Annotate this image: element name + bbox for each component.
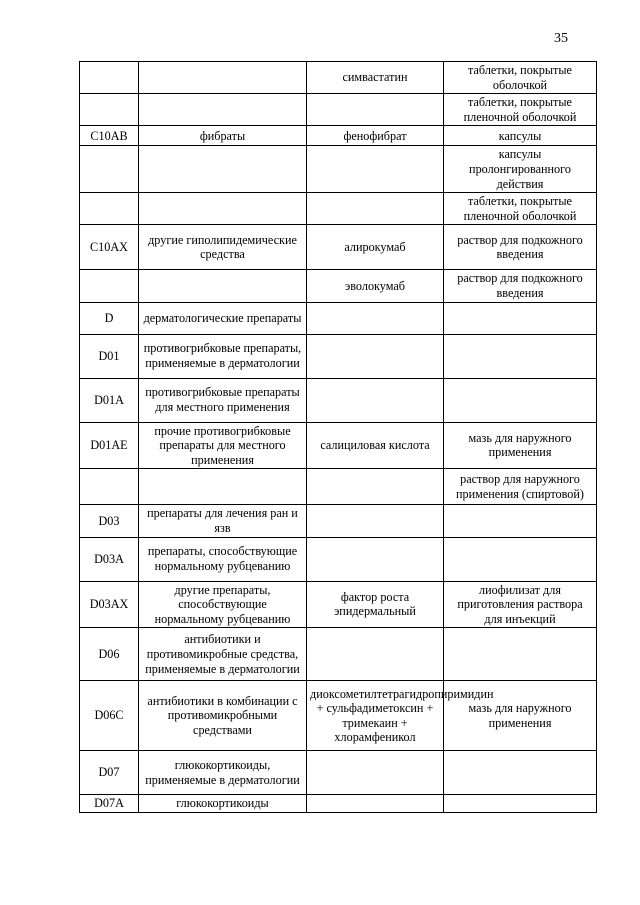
group-cell	[139, 469, 307, 505]
table-row	[80, 225, 597, 270]
atc-code-cell: D01	[80, 334, 139, 378]
drug-name-cell	[307, 795, 444, 813]
dosage-form-cell: мазь для наружного применения	[444, 422, 597, 469]
dosage-form-cell: мазь для наружного применения	[444, 681, 597, 751]
group-cell	[139, 62, 307, 94]
dosage-form-cell: капсулы	[444, 126, 597, 146]
group-cell: противогрибковые препараты, применяемые в дерматологии	[139, 334, 307, 378]
dosage-form-cell	[444, 795, 597, 813]
table-row	[80, 469, 597, 505]
dosage-form-cell	[444, 302, 597, 334]
group-cell	[139, 193, 307, 225]
group-cell: фибраты	[139, 126, 307, 146]
atc-code-cell: D07	[80, 751, 139, 795]
atc-code-cell: D07A	[80, 795, 139, 813]
group-cell: препараты для лечения ран и язв	[139, 505, 307, 537]
drug-name-cell	[307, 537, 444, 581]
drug-name-cell	[307, 378, 444, 422]
group-cell: препараты, способствующие нормальному рубцеванию	[139, 537, 307, 581]
atc-code-cell	[80, 146, 139, 193]
table-row	[80, 62, 597, 94]
group-cell: другие препараты, способствующие нормальному рубцеванию	[139, 581, 307, 628]
atc-code-cell	[80, 62, 139, 94]
drug-table	[79, 61, 597, 813]
drug-name-cell	[307, 94, 444, 126]
dosage-form-cell	[444, 378, 597, 422]
table-row	[80, 681, 597, 751]
drug-name-cell: алирокумаб	[307, 225, 444, 270]
group-cell: глюкокортикоиды, применяемые в дерматологии	[139, 751, 307, 795]
dosage-form-cell: таблетки, покрытые оболочкой	[444, 62, 597, 94]
dosage-form-cell: раствор для подкожного введения	[444, 270, 597, 302]
table-row	[80, 795, 597, 813]
atc-code-cell	[80, 193, 139, 225]
atc-code-cell: D03	[80, 505, 139, 537]
table-row	[80, 378, 597, 422]
drug-name-cell	[307, 302, 444, 334]
drug-name-cell: симвастатин	[307, 62, 444, 94]
group-cell	[139, 146, 307, 193]
atc-code-cell	[80, 469, 139, 505]
atc-code-cell: D03A	[80, 537, 139, 581]
group-cell	[139, 270, 307, 302]
group-cell: глюкокортикоиды	[139, 795, 307, 813]
atc-code-cell: D	[80, 302, 139, 334]
table-row	[80, 422, 597, 469]
atc-code-cell: D06	[80, 628, 139, 681]
drug-name-cell: салициловая кислота	[307, 422, 444, 469]
table-row	[80, 193, 597, 225]
drug-name-cell	[307, 146, 444, 193]
atc-code-cell	[80, 94, 139, 126]
table-row	[80, 334, 597, 378]
drug-name-cell: фактор роста эпидермальный	[307, 581, 444, 628]
atc-code-cell: D03AX	[80, 581, 139, 628]
dosage-form-cell	[444, 505, 597, 537]
atc-code-cell	[80, 270, 139, 302]
dosage-form-cell	[444, 628, 597, 681]
dosage-form-cell: раствор для подкожного введения	[444, 225, 597, 270]
drug-name-cell	[307, 628, 444, 681]
drug-name-cell	[307, 505, 444, 537]
table-body	[80, 62, 597, 813]
table-row	[80, 302, 597, 334]
dosage-form-cell	[444, 537, 597, 581]
table-row	[80, 505, 597, 537]
dosage-form-cell: лиофилизат для приготовления раствора для инъекций	[444, 581, 597, 628]
atc-code-cell: C10AB	[80, 126, 139, 146]
group-cell: противогрибковые препараты для местного применения	[139, 378, 307, 422]
table-row	[80, 146, 597, 193]
table-row	[80, 751, 597, 795]
drug-name-cell: диоксометилтетрагидропиримидин + сульфадиметоксин + тримекаин + хлорамфеникол	[307, 681, 444, 751]
drug-name-cell: фенофибрат	[307, 126, 444, 146]
dosage-form-cell: капсулы пролонгированного действия	[444, 146, 597, 193]
group-cell: антибиотики в комбинации с противомикробными средствами	[139, 681, 307, 751]
group-cell: прочие противогрибковые препараты для местного применения	[139, 422, 307, 469]
table-row	[80, 94, 597, 126]
dosage-form-cell: таблетки, покрытые пленочной оболочкой	[444, 94, 597, 126]
atc-code-cell: D06C	[80, 681, 139, 751]
page-number: 35	[554, 31, 568, 46]
drug-name-cell: эволокумаб	[307, 270, 444, 302]
table-row	[80, 270, 597, 302]
drug-name-cell	[307, 751, 444, 795]
atc-code-cell: D01AE	[80, 422, 139, 469]
dosage-form-cell	[444, 751, 597, 795]
dosage-form-cell: таблетки, покрытые пленочной оболочкой	[444, 193, 597, 225]
group-cell: дерматологические препараты	[139, 302, 307, 334]
table-row	[80, 126, 597, 146]
drug-name-cell	[307, 334, 444, 378]
atc-code-cell: D01A	[80, 378, 139, 422]
drug-name-cell	[307, 469, 444, 505]
drug-name-cell	[307, 193, 444, 225]
dosage-form-cell	[444, 334, 597, 378]
table-row	[80, 537, 597, 581]
table-row	[80, 581, 597, 628]
group-cell: антибиотики и противомикробные средства, применяемые в дерматологии	[139, 628, 307, 681]
table-row	[80, 628, 597, 681]
dosage-form-cell: раствор для наружного применения (спиртовой)	[444, 469, 597, 505]
group-cell: другие гиполипидемические средства	[139, 225, 307, 270]
group-cell	[139, 94, 307, 126]
atc-code-cell: C10AX	[80, 225, 139, 270]
